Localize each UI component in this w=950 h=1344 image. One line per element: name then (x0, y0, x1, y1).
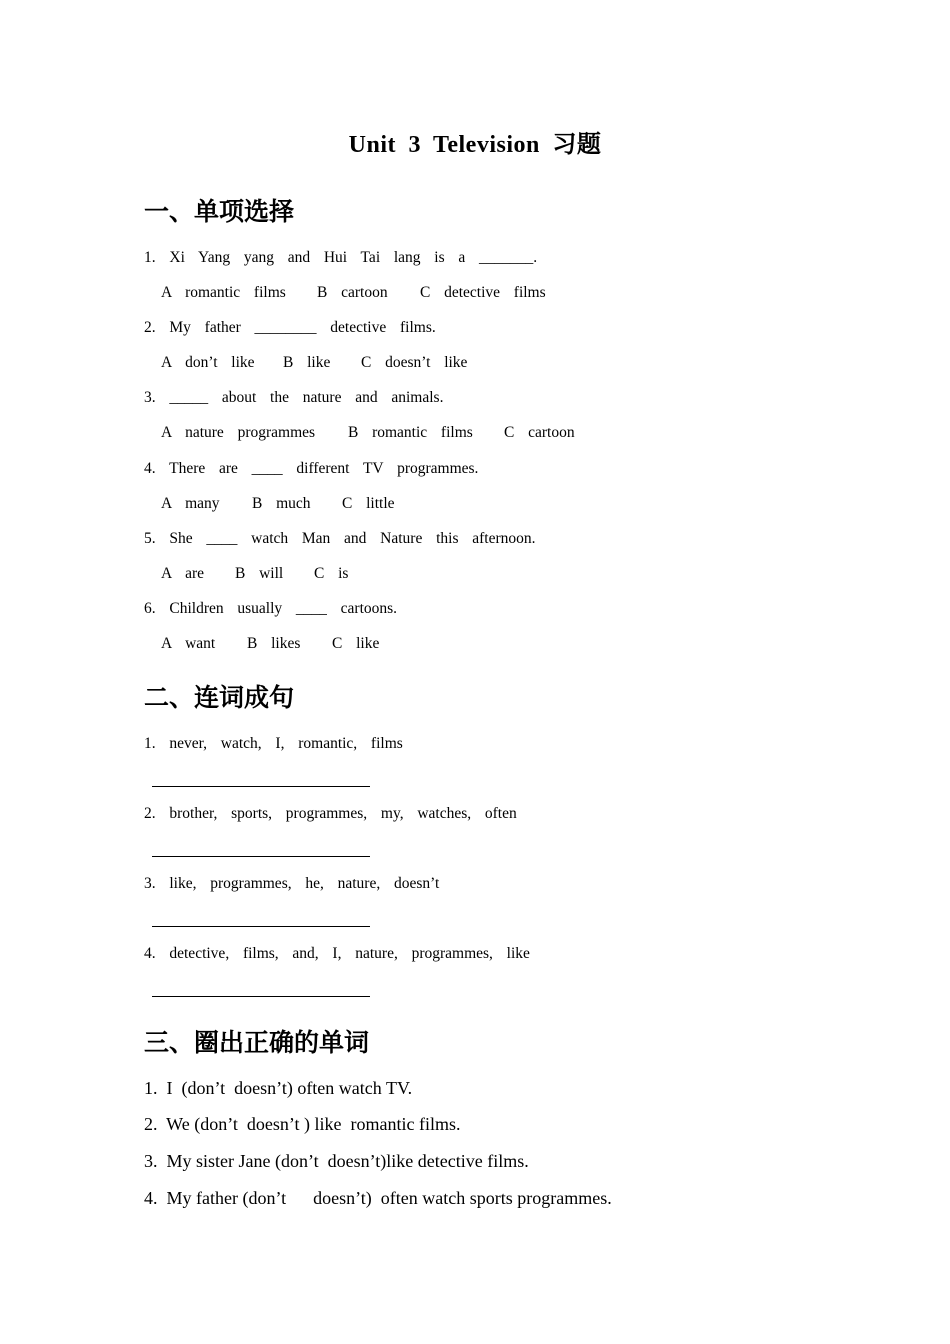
answer-line-4 (152, 996, 370, 997)
q2-option-b: B like (283, 354, 331, 371)
q6-option-b: B likes (247, 635, 301, 652)
q5-option-b: B will (235, 565, 284, 582)
question-1: 1. Xi Yang yang and Hui Tai lang is a _______. (144, 249, 538, 266)
q2-option-a: A don’t like (161, 354, 255, 371)
question-6: 6. Children usually ____ cartoons. (144, 600, 398, 617)
q4-option-a: A many (161, 495, 220, 512)
q5-option-a: A are (161, 565, 205, 582)
question-5: 5. She ____ watch Man and Nature this afternoon. (144, 530, 536, 547)
section2-heading: 二、连词成句 (144, 683, 295, 712)
question-3: 3. _____ about the nature and animals. (144, 389, 444, 406)
circle-item-1: 1. I (don’t doesn’t) often watch TV. (144, 1078, 413, 1098)
sentence-item-4: 4. detective, films, and, I, nature, programmes, like (144, 945, 530, 962)
q3-option-c: C cartoon (504, 424, 575, 441)
answer-line-3 (152, 926, 370, 927)
q1-option-a: A romantic films (161, 284, 286, 301)
page-title: Unit 3 Television 习题 (348, 132, 602, 158)
q3-option-b: B romantic films (348, 424, 473, 441)
q1-option-c: C detective films (420, 284, 546, 301)
answer-line-1 (152, 786, 370, 787)
answer-line-2 (152, 856, 370, 857)
circle-item-2: 2. We (don’t doesn’t ) like romantic films. (144, 1114, 461, 1134)
sentence-item-3: 3. like, programmes, he, nature, doesn’t (144, 875, 440, 892)
q5-option-c: C is (314, 565, 349, 582)
circle-item-3: 3. My sister Jane (don’t doesn’t)like detective films. (144, 1151, 529, 1171)
sentence-item-1: 1. never, watch, I, romantic, films (144, 735, 403, 752)
circle-item-4: 4. My father (don’t doesn’t) often watch sports programmes. (144, 1188, 612, 1208)
question-4: 4. There are ____ different TV programmes. (144, 460, 479, 477)
q1-option-b: B cartoon (317, 284, 388, 301)
sentence-item-2: 2. brother, sports, programmes, my, watches, often (144, 805, 517, 822)
section1-heading: 一、单项选择 (144, 197, 295, 226)
question-2: 2. My father ________ detective films. (144, 319, 436, 336)
q6-option-a: A want (161, 635, 216, 652)
section3-heading: 三、圈出正确的单词 (144, 1028, 370, 1057)
q6-option-c: C like (332, 635, 380, 652)
q2-option-c: C doesn’t like (361, 354, 468, 371)
q4-option-b: B much (252, 495, 311, 512)
q3-option-a: A nature programmes (161, 424, 316, 441)
q4-option-c: C little (342, 495, 395, 512)
